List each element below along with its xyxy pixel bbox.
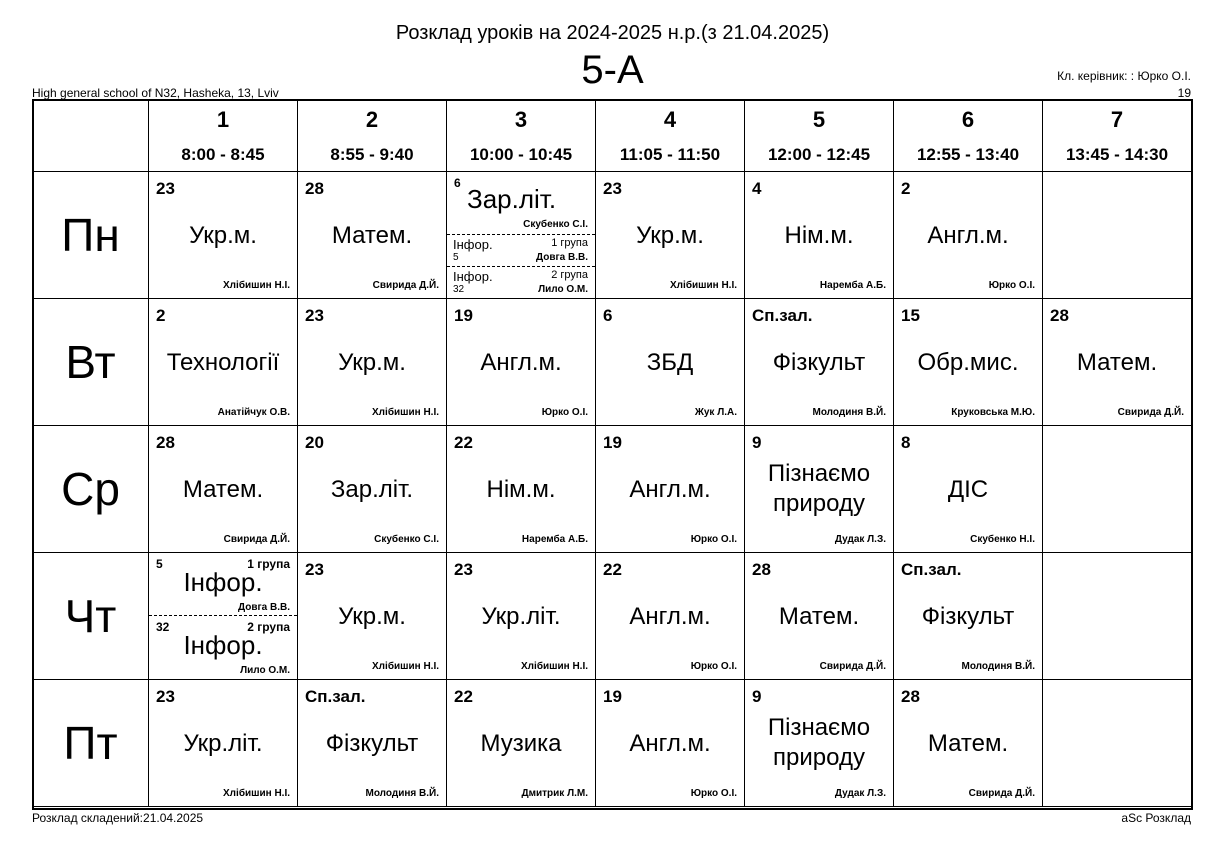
- period-time: 10:00 - 10:45: [469, 145, 573, 164]
- room-number: 19: [603, 687, 622, 706]
- lesson-cell: [1043, 299, 1192, 426]
- teacher-name: Молодиня В.Й.: [961, 661, 1035, 672]
- day-header: [33, 172, 149, 299]
- lesson-cell: [149, 299, 298, 426]
- period-time: 8:00 - 8:45: [181, 145, 265, 164]
- teacher-name: Лило О.М.: [240, 665, 290, 676]
- teacher-name: Свирида Д.Й.: [1117, 407, 1184, 418]
- room-number: 32: [156, 620, 170, 634]
- lesson-cell: [596, 680, 745, 807]
- room-number: 2: [901, 179, 911, 198]
- group-lesson: [149, 616, 297, 678]
- period-number: 2: [365, 107, 379, 132]
- period-header: [745, 100, 894, 172]
- period-time: 12:00 - 12:45: [767, 145, 871, 164]
- room-number: 19: [603, 433, 622, 452]
- room-number: 23: [603, 179, 622, 198]
- subject-name: Англ.м.: [629, 603, 711, 630]
- subject-name: Укр.м.: [189, 222, 257, 249]
- teacher-name: Свирида Д.Й.: [968, 788, 1035, 799]
- teacher-name: Хлібишин Н.І.: [372, 661, 439, 672]
- lesson-cell: [894, 553, 1043, 680]
- teacher-name: Молодиня В.Й.: [812, 407, 886, 418]
- period-header: [447, 100, 596, 172]
- teacher-name: Скубенко С.І.: [374, 534, 439, 545]
- teacher-name: Свирида Д.Й.: [223, 534, 290, 545]
- period-header: [298, 100, 447, 172]
- subject-name: Фізкульт: [772, 349, 866, 376]
- room-number: 23: [454, 560, 473, 579]
- subject-name: Матем.: [778, 603, 860, 630]
- teacher-name: Дудак Л.З.: [834, 534, 886, 545]
- class-name: 5-А: [581, 48, 644, 92]
- room-number: 6: [454, 176, 461, 190]
- lesson-cell: [745, 426, 894, 553]
- room-number: 28: [305, 179, 324, 198]
- subject-name: Зар.літ.: [330, 476, 414, 503]
- teacher-name: Наремба А.Б.: [819, 280, 886, 291]
- subject-name: Англ.м.: [629, 476, 711, 503]
- day-header: [33, 680, 149, 807]
- software-name: aSc Розклад: [1121, 811, 1191, 825]
- lesson-cell: [745, 299, 894, 426]
- lesson-cell: [894, 299, 1043, 426]
- period-header: [1043, 100, 1192, 172]
- page-number: 19: [1177, 86, 1191, 100]
- subject-name: Пізнаємо природу: [767, 714, 871, 771]
- room-number: Сп.зал.: [752, 306, 813, 325]
- lesson-cell: [149, 553, 298, 680]
- day-name: Пт: [63, 717, 118, 769]
- period-time: 13:45 - 14:30: [1065, 145, 1169, 164]
- subject-name: Фізкульт: [921, 603, 1015, 630]
- period-time: 11:05 - 11:50: [619, 145, 721, 164]
- empty-cell: [1043, 172, 1192, 299]
- subject-name: Нім.м.: [784, 222, 854, 249]
- period-time: 8:55 - 9:40: [330, 145, 414, 164]
- day-header: [33, 553, 149, 680]
- group-label: 1 група: [551, 237, 588, 249]
- subject-name: ДІС: [947, 476, 989, 503]
- group-label: 1 група: [247, 557, 290, 571]
- teacher-name: Юрко О.І.: [690, 788, 737, 799]
- room-number: Сп.зал.: [901, 560, 962, 579]
- teacher-name: Хлібишин Н.І.: [223, 280, 290, 291]
- subject-name: Інфор.: [453, 269, 493, 284]
- lesson-cell: [298, 553, 447, 680]
- group-label: 2 група: [247, 620, 290, 634]
- school-name: High general school of N32, Hasheka, 13, Lviv: [32, 86, 279, 100]
- room-number: 4: [752, 179, 762, 198]
- period-number: 4: [663, 107, 677, 132]
- subject-name: Інфор.: [183, 567, 263, 597]
- teacher-name: Юрко О.І.: [690, 661, 737, 672]
- teacher-name: Дмитрик Л.М.: [521, 788, 588, 799]
- subject-name: Англ.м.: [480, 349, 562, 376]
- room-number: 19: [454, 306, 473, 325]
- lesson-cell: [447, 553, 596, 680]
- room-number: 23: [305, 560, 324, 579]
- lesson-cell: [894, 426, 1043, 553]
- teacher-name: Юрко О.І.: [690, 534, 737, 545]
- room-number: 2: [156, 306, 166, 325]
- page-title: Розклад уроків на 2024-2025 н.р.(з 21.04.2025): [395, 22, 830, 44]
- subject-name: Англ.м.: [927, 222, 1009, 249]
- subject-name: Укр.літ.: [481, 603, 561, 630]
- teacher-name: Скубенко С.І.: [523, 219, 588, 230]
- lesson-cell: [447, 172, 596, 299]
- lesson-cell: [596, 553, 745, 680]
- subject-name: Укр.м.: [338, 603, 406, 630]
- lesson-cell: [149, 426, 298, 553]
- lesson-cell: [745, 680, 894, 807]
- subject-name: Пізнаємо природу: [767, 460, 871, 517]
- teacher-name: Довга В.В.: [535, 252, 588, 263]
- room-number: 5: [156, 557, 163, 571]
- room-number: 22: [454, 687, 473, 706]
- subject-name: Технології: [166, 349, 280, 376]
- teacher-name: Молодиня В.Й.: [365, 788, 439, 799]
- day-name: Чт: [64, 590, 117, 642]
- teacher-name: Свирида Д.Й.: [819, 661, 886, 672]
- lesson-cell: [149, 680, 298, 807]
- room-number: 9: [752, 687, 762, 706]
- lesson-cell: [298, 680, 447, 807]
- lesson-main: [447, 172, 595, 235]
- teacher-name: Скубенко Н.І.: [970, 534, 1035, 545]
- lesson-cell: [596, 426, 745, 553]
- teacher-name: Хлібишин Н.І.: [521, 661, 588, 672]
- subject-name: Фізкульт: [325, 730, 419, 757]
- lesson-cell: [745, 172, 894, 299]
- day-name: Пн: [61, 209, 120, 261]
- room-number: 5: [453, 252, 459, 263]
- subject-name: Укр.літ.: [183, 730, 263, 757]
- room-number: 28: [901, 687, 920, 706]
- period-time: 12:55 - 13:40: [916, 145, 1020, 164]
- teacher-name: Хлібишин Н.І.: [670, 280, 737, 291]
- room-number: 28: [156, 433, 175, 452]
- room-number: 20: [305, 433, 324, 452]
- group-label: 2 група: [551, 269, 588, 281]
- day-header: [33, 299, 149, 426]
- lesson-cell: [745, 553, 894, 680]
- generated-date: Розклад складений:21.04.2025: [32, 811, 204, 825]
- period-number: 7: [1110, 107, 1124, 132]
- corner-cell: [33, 100, 149, 172]
- teacher-name: Довга В.В.: [237, 602, 290, 613]
- empty-cell: [1043, 426, 1192, 553]
- group-lesson: [447, 267, 595, 298]
- period-header: [149, 100, 298, 172]
- day-name: Вт: [65, 336, 116, 388]
- subject-name: Матем.: [331, 222, 413, 249]
- teacher-name: Дудак Л.З.: [834, 788, 886, 799]
- subject-name: Матем.: [927, 730, 1009, 757]
- subject-name: Нім.м.: [486, 476, 556, 503]
- subject-name: Англ.м.: [629, 730, 711, 757]
- empty-cell: [1043, 553, 1192, 680]
- teacher-name: Анатійчук О.В.: [217, 407, 290, 418]
- period-number: 5: [812, 107, 826, 132]
- period-number: 1: [216, 107, 230, 132]
- group-lesson: [149, 553, 297, 616]
- day-name: Ср: [61, 463, 120, 515]
- subject-name: Інфор.: [183, 630, 263, 660]
- room-number: 32: [453, 284, 465, 295]
- room-number: 22: [454, 433, 473, 452]
- lesson-cell: [596, 299, 745, 426]
- period-header: [894, 100, 1043, 172]
- subject-name: Обр.мис.: [917, 349, 1019, 376]
- period-number: 6: [961, 107, 975, 132]
- subject-name: Інфор.: [453, 237, 493, 252]
- room-number: 8: [901, 433, 911, 452]
- subject-name: Зар.літ.: [467, 184, 557, 214]
- teacher-name: Круковська М.Ю.: [951, 407, 1035, 418]
- period-number: 3: [514, 107, 528, 132]
- room-number: 9: [752, 433, 762, 452]
- room-number: 23: [156, 179, 175, 198]
- lesson-cell: [447, 426, 596, 553]
- subject-name: Укр.м.: [338, 349, 406, 376]
- teacher-name: Лило О.М.: [538, 284, 588, 295]
- teacher-name: Юрко О.І.: [541, 407, 588, 418]
- lesson-cell: [894, 680, 1043, 807]
- room-number: 23: [156, 687, 175, 706]
- room-number: 28: [752, 560, 771, 579]
- lesson-cell: [447, 680, 596, 807]
- teacher-name: Хлібишин Н.І.: [223, 788, 290, 799]
- timetable-grid: [32, 99, 1192, 807]
- subject-name: ЗБД: [646, 349, 694, 376]
- empty-cell: [1043, 680, 1192, 807]
- room-number: 15: [901, 306, 920, 325]
- head-teacher: Кл. керівник: : Юрко О.І.: [1057, 69, 1191, 83]
- lesson-cell: [447, 299, 596, 426]
- room-number: 23: [305, 306, 324, 325]
- teacher-name: Жук Л.А.: [694, 407, 737, 418]
- teacher-name: Свирида Д.Й.: [372, 280, 439, 291]
- lesson-cell: [596, 172, 745, 299]
- room-number: 22: [603, 560, 622, 579]
- period-header: [596, 100, 745, 172]
- lesson-cell: [298, 299, 447, 426]
- lesson-cell: [298, 172, 447, 299]
- group-lesson: [447, 235, 595, 267]
- lesson-cell: [149, 172, 298, 299]
- room-number: Сп.зал.: [305, 687, 366, 706]
- teacher-name: Хлібишин Н.І.: [372, 407, 439, 418]
- subject-name: Матем.: [1076, 349, 1158, 376]
- subject-name: Укр.м.: [636, 222, 704, 249]
- subject-name: Музика: [480, 730, 562, 757]
- teacher-name: Юрко О.І.: [988, 280, 1035, 291]
- lesson-cell: [894, 172, 1043, 299]
- day-header: [33, 426, 149, 553]
- room-number: 28: [1050, 306, 1069, 325]
- lesson-cell: [298, 426, 447, 553]
- subject-name: Матем.: [182, 476, 264, 503]
- teacher-name: Наремба А.Б.: [521, 534, 588, 545]
- room-number: 6: [603, 306, 613, 325]
